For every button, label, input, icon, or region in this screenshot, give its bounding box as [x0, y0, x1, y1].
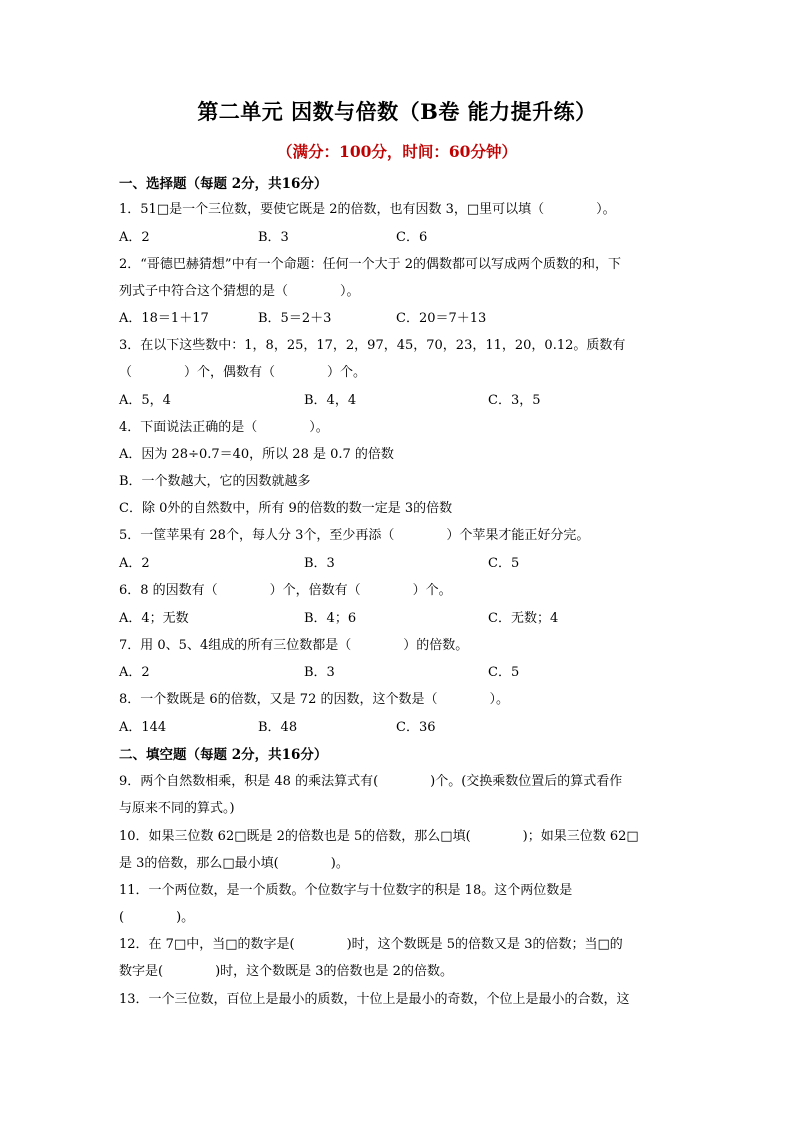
question-2-line-1: 2．“哥德巴赫猜想”中有一个命题：任何一个大于 2的偶数都可以写成两个质数的和，下 — [119, 257, 621, 272]
q6-option-b: B．4；6 — [304, 611, 357, 626]
section-heading-fill-blank: 二、填空题（每题 2分，共16分） — [119, 747, 328, 763]
question-5: 5．一筐苹果有 28个，每人分 3个，至少再添（ ）个苹果才能正好分完。 — [119, 528, 590, 543]
question-10-line-2: 是 3的倍数，那么□最小填( )。 — [119, 856, 349, 871]
question-9-line-1: 9．两个自然数相乘，积是 48 的乘法算式有( )个。(交换乘数位置后的算式看作 — [119, 774, 623, 789]
q4-option-a: A．因为 28÷0.7＝40，所以 28 是 0.7 的倍数 — [119, 447, 394, 462]
q3-option-b: B．4，4 — [304, 393, 357, 408]
q5-option-c: C．5 — [488, 556, 520, 571]
q4-option-c: C．除 0外的自然数中，所有 9的倍数的数一定是 3的倍数 — [119, 501, 453, 516]
page-title: 第二单元 因数与倍数（B卷 能力提升练） — [197, 99, 597, 124]
q1-option-a: A．2 — [119, 230, 150, 245]
question-3-line-1: 3．在以下这些数中：1，8，25，17，2，97，45，70，23，11，20，0.12。质数有 — [119, 338, 626, 353]
q7-option-a: A．2 — [119, 665, 150, 680]
q3-option-c: C．3，5 — [488, 393, 541, 408]
question-1: 1．51□是一个三位数，要使它既是 2的倍数，也有因数 3，□里可以填（ ）。 — [119, 202, 616, 217]
q8-option-a: A．144 — [119, 720, 167, 735]
question-6: 6．8 的因数有（ ）个，倍数有（ ）个。 — [119, 583, 452, 598]
q4-option-b: B．一个数越大，它的因数就越多 — [119, 474, 311, 489]
question-11-line-2: ( )。 — [119, 910, 195, 925]
q5-option-b: B．3 — [304, 556, 335, 571]
q8-option-b: B．48 — [258, 720, 298, 735]
question-4: 4．下面说法正确的是（ ）。 — [119, 420, 329, 435]
q6-option-c: C．无数；4 — [488, 611, 559, 626]
q2-option-b: B．5＝2＋3 — [258, 311, 332, 326]
question-12-line-1: 12．在 7□中，当□的数字是( )时，这个数既是 5的倍数又是 3的倍数；当□的 — [119, 937, 623, 952]
q8-option-c: C．36 — [396, 720, 436, 735]
section-heading-choice: 一、选择题（每题 2分，共16分） — [119, 176, 328, 192]
question-7: 7．用 0、5、4组成的所有三位数都是（ ）的倍数。 — [119, 638, 469, 653]
question-13-line-1: 13．一个三位数，百位上是最小的质数，十位上是最小的奇数，个位上是最小的合数，这 — [119, 992, 630, 1007]
q1-option-c: C．6 — [396, 230, 428, 245]
question-2-line-2: 列式子中符合这个猜想的是（ ）。 — [119, 284, 360, 299]
q2-option-a: A．18＝1＋17 — [119, 311, 209, 326]
q2-option-c: C．20＝7＋13 — [396, 311, 487, 326]
q1-option-b: B．3 — [258, 230, 289, 245]
question-3-line-2: （ ）个，偶数有（ ）个。 — [119, 365, 367, 380]
page-subtitle: （满分：100分，时间：60分钟） — [277, 142, 517, 161]
question-11-line-1: 11．一个两位数，是一个质数。个位数字与十位数字的积是 18。这个两位数是 — [119, 883, 573, 898]
q5-option-a: A．2 — [119, 556, 150, 571]
question-8: 8．一个数既是 6的倍数，又是 72 的因数，这个数是（ ）。 — [119, 692, 509, 707]
question-10-line-1: 10．如果三位数 62□既是 2的倍数也是 5的倍数，那么□填( )；如果三位数 62□ — [119, 829, 639, 844]
question-12-line-2: 数字是( )时，这个数既是 3的倍数也是 2的倍数。 — [119, 964, 453, 979]
q6-option-a: A．4；无数 — [119, 611, 189, 626]
q3-option-a: A．5，4 — [119, 393, 171, 408]
question-9-line-2: 与原来不同的算式。) — [119, 801, 235, 816]
q7-option-c: C．5 — [488, 665, 520, 680]
q7-option-b: B．3 — [304, 665, 335, 680]
